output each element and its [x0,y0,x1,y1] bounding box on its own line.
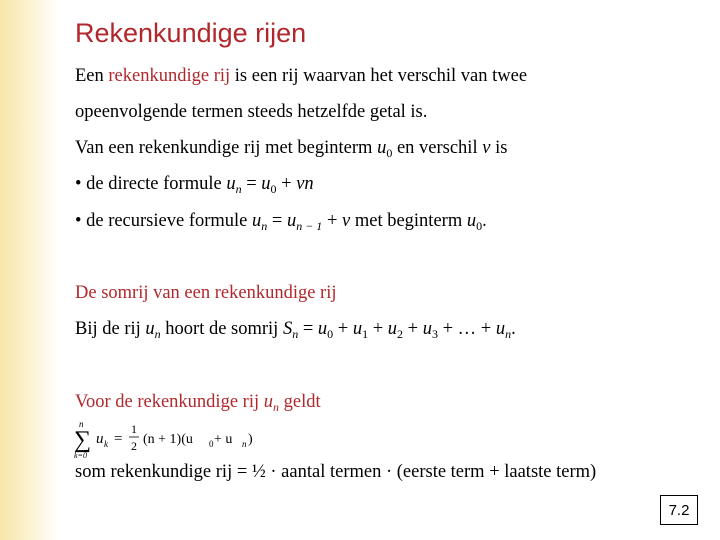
bullet-recursive-formula: • de recursieve formule $u_n = u_{n - 1} + v$ met beginterm $u_0$. [75,211,487,233]
sum-upper-limit: n [79,419,84,429]
sum-formula [73,418,263,460]
sum-lower-limit: k=0 [74,451,87,460]
theorem-heading: Voor de rekenkundige rij $u_n$ geldt [75,392,321,414]
sum-rest-subn: n [242,439,247,449]
fraction-denominator: 2 [131,439,137,453]
sum-rest-part-1: (n + 1)(u [143,432,193,447]
sigma-symbol: ∑ [74,427,92,453]
page-title: Rekenkundige rijen [75,18,307,48]
sum-rest-part-3: ) [248,432,253,447]
sum-equals: = [114,431,123,447]
summary-line: som rekenkundige rij = ½ · aantal termen · (eerste term + laatste term) [75,462,597,482]
somrij-line: Bij de rij $u_n$ hoort de somrij $S_n = u_0 + u_1 + u_2 + u_3$ + … + $u_n$. [75,319,516,341]
sum-term-u: u [96,431,104,447]
intro-line: Van een rekenkundige rij met beginterm $u_0$ en verschil v is [75,138,508,160]
sum-rest-sub0: 0 [209,439,214,449]
page-number-badge: 7.2 [660,495,698,525]
highlighted-term: rekenkundige rij [108,66,231,86]
definition-line-2: opeenvolgende termen steeds hetzelfde getal is. [75,102,428,122]
bullet-direct-formula: • de directe formule $u_n = u_0$ + vn [75,174,314,196]
fraction-numerator: 1 [131,422,137,436]
decorative-side-stripe [0,0,58,540]
sum-formula-graphic [73,418,263,460]
sum-term-index: k [104,439,108,449]
sum-rest-part-2: + u [214,432,233,447]
section-heading-somrij: De somrij van een rekenkundige rij [75,283,337,303]
definition-line-1: Een rekenkundige rij is een rij waarvan het verschil van twee [75,66,528,86]
